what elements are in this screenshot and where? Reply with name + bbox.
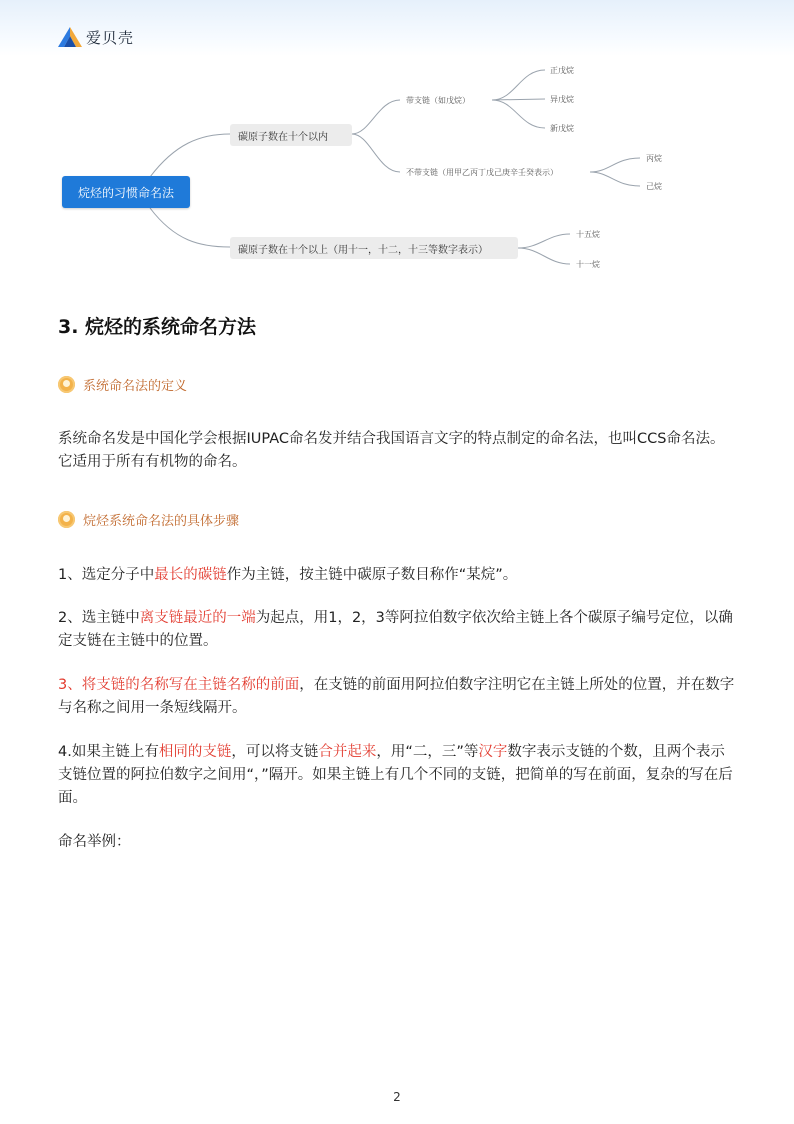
page-number: 2 <box>393 1090 401 1104</box>
example-label: 命名举例： <box>58 834 131 850</box>
step-3-paragraph <box>58 674 738 720</box>
mm-branch-no-chain: 不带支链（用甲乙丙丁戊己庚辛壬癸表示） <box>406 168 558 177</box>
mm-leaf: 丙烷 <box>646 154 662 163</box>
step-1-paragraph <box>58 564 738 587</box>
section-title: 3. 烷烃的系统命名方法 <box>58 316 257 338</box>
step-highlight: 3、将支链的名称写在主链名称的前面 <box>58 677 300 693</box>
step-text: 作为主链，按主链中碳原子数目称作“某烷”。 <box>226 567 518 583</box>
step-text: ，用“二，三”等 <box>376 744 479 760</box>
mindmap-branch-over-ten: 碳原子数在十个以上（用十一，十二，十三等数字表示） <box>230 237 518 259</box>
step-4-paragraph <box>58 741 738 810</box>
definition-paragraph: 系统命名发是中国化学会根据IUPAC命名发并结合我国语言文字的特点制定的命名法，也叫CCS命名法。它适用于所有有机物的命名。 <box>58 431 725 470</box>
mm-leaf: 十一烷 <box>576 260 600 269</box>
step-highlight: 相同的支链 <box>158 744 232 760</box>
logo-icon <box>58 27 82 47</box>
step-text: 为起点，用1，2，3等阿拉伯数字依次给主链上各个碳原子编号定位，以确定支链在主链中的位置。 <box>58 610 733 649</box>
step-text: ，可以将支链 <box>231 744 319 760</box>
step-highlight: 最长的碳链 <box>154 567 227 583</box>
subhead-steps <box>58 510 239 529</box>
subhead-definition <box>58 375 187 394</box>
step-text: 4.如果主链上有 <box>58 744 159 760</box>
mm-leaf: 新戊烷 <box>550 124 574 133</box>
step-highlight: 合并起来 <box>318 744 377 760</box>
page-header <box>0 0 794 56</box>
step-text: 2、选主链中 <box>58 610 140 626</box>
step-highlight: 离支链最近的一端 <box>139 610 256 626</box>
logo-text: 爱贝壳 <box>86 28 135 47</box>
lightbulb-icon <box>58 511 75 528</box>
mindmap-branch-under-ten: 碳原子数在十个以内 <box>230 124 352 146</box>
mm-leaf: 异戊烷 <box>550 95 574 104</box>
logo <box>58 26 134 48</box>
mm-leaf: 己烷 <box>646 182 662 191</box>
mm-leaf: 十五烷 <box>576 230 600 239</box>
step-text: ，在支链的前面用阿拉伯数字注明它在主链上所处的位置，并在数字与名称之间用一条短线隔开。 <box>58 677 735 716</box>
step-text: 数字表示支链的个数，且两个表示支链位置的阿拉伯数字之间用“，”隔开。如果主链上有几个不同的支链，把简单的写在前面，复杂的写在后面。 <box>58 744 733 806</box>
step-highlight: 汉字 <box>478 744 508 760</box>
step-2-paragraph <box>58 607 738 653</box>
mm-leaf: 正戊烷 <box>550 66 574 75</box>
subhead-label: 烷烃系统命名法的具体步骤 <box>83 514 240 529</box>
subhead-label: 系统命名法的定义 <box>83 379 188 394</box>
mindmap-root-node: 烷烃的习惯命名法 <box>62 176 190 208</box>
step-text: 1、选定分子中 <box>58 567 155 583</box>
mm-branch-with-chain: 带支链（如戊烷） <box>406 96 470 105</box>
lightbulb-icon <box>58 376 75 393</box>
